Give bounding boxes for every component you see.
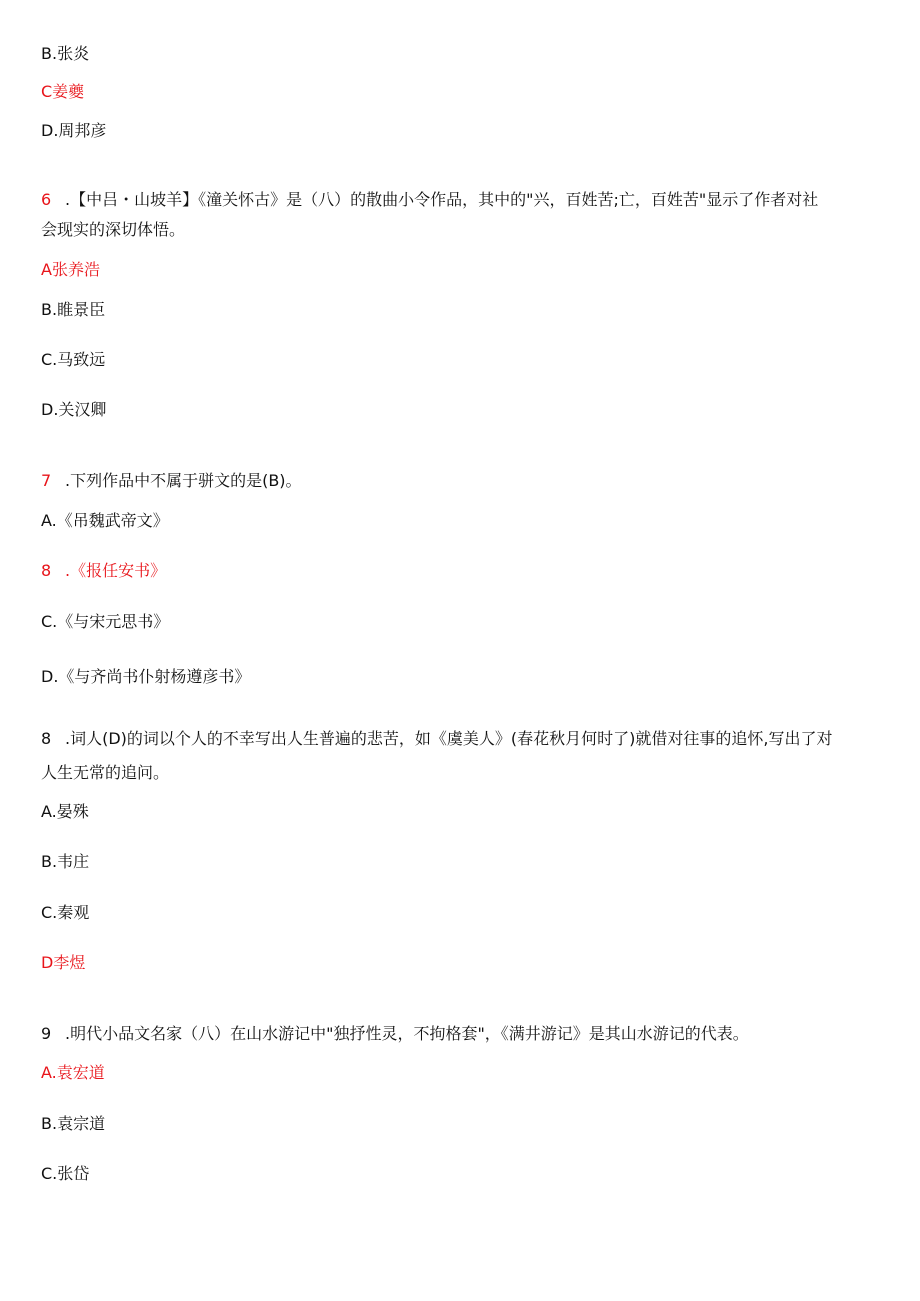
option-c-q9: C.张岱 [41, 1164, 90, 1183]
option-a-q7: A.《吊魏武帝文》 [41, 511, 169, 530]
option-a-q9-answer: A.袁宏道 [41, 1063, 105, 1082]
question-8-continuation: 人生无常的追问。 [41, 763, 170, 782]
option-text: .《报任安书》 [65, 561, 167, 580]
question-text: .词人(D)的词以个人的不幸写出人生普遍的悲苦，如《虞美人》(春花秋月何时了)就借对往事的追怀,写出了对 [65, 729, 833, 748]
option-b-q5: B.张炎 [41, 44, 90, 63]
question-number: 6 [41, 190, 52, 209]
option-b-q9: B.袁宗道 [41, 1114, 106, 1133]
question-text: .【中吕・山坡羊】《潼关怀古》是（八）的散曲小令作品，其中的"兴，百姓苦;亡，百姓苦"显示了作者对社 [65, 190, 819, 209]
option-d-q6: D.关汉卿 [41, 400, 107, 419]
question-number: 7 [41, 471, 52, 490]
option-c-q8: C.秦观 [41, 903, 90, 922]
option-number: 8 [41, 561, 52, 580]
question-8 [41, 728, 832, 750]
question-text: .下列作品中不属于骈文的是(B)。 [65, 471, 302, 490]
question-number: 8 [41, 729, 52, 748]
option-a-q8: A.晏殊 [41, 802, 89, 821]
option-d-q7: D.《与齐尚书仆射杨遵彦书》 [41, 667, 251, 686]
question-9 [41, 1023, 749, 1045]
option-b-q8: B.韦庄 [41, 852, 90, 871]
option-a-q6-answer: A张养浩 [41, 260, 100, 279]
question-6-continuation: 会现实的深切体悟。 [41, 220, 186, 239]
option-b-q7-answer [41, 560, 166, 582]
option-c-q6: C.马致远 [41, 350, 106, 369]
question-number: 9 [41, 1024, 52, 1043]
question-text: .明代小品文名家（八）在山水游记中"独抒性灵，不拘格套"，《满井游记》是其山水游记的代表。 [65, 1024, 749, 1043]
option-c-q7: C.《与宋元思书》 [41, 612, 170, 631]
question-6 [41, 189, 818, 211]
option-b-q6: B.睢景臣 [41, 300, 106, 319]
option-c-q5-answer: C姜夔 [41, 82, 85, 101]
option-d-q8-answer: D李煜 [41, 953, 86, 972]
question-7 [41, 470, 302, 492]
option-d-q5: D.周邦彦 [41, 121, 107, 140]
